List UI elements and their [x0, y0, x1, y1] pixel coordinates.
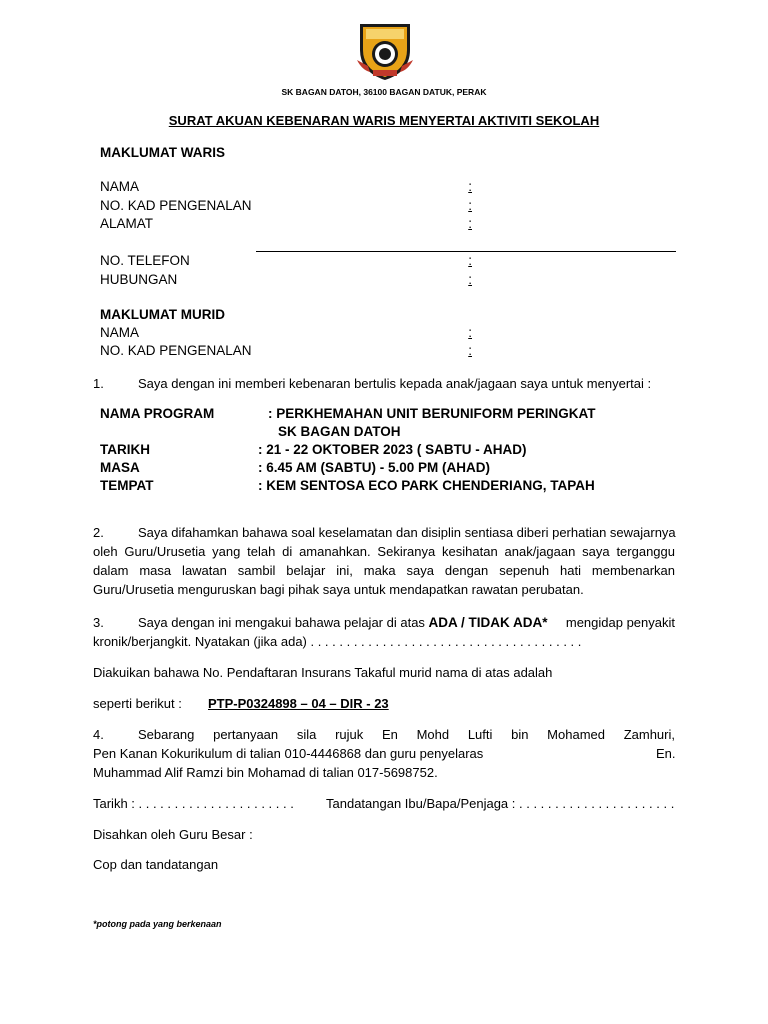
waris-heading: MAKLUMAT WARIS — [100, 145, 225, 160]
program-place-value: : KEM SENTOSA ECO PARK CHENDERIANG, TAPAH — [258, 478, 595, 493]
item2-line3: dalam masa lawatan sambil belajar ini, maka saya dengan sepenuh hati membenarkan — [93, 563, 675, 578]
murid-nama-label: NAMA — [100, 325, 140, 340]
waris-alamat-label: ALAMAT — [100, 216, 154, 231]
waris-ic-label: NO. KAD PENGENALAN — [100, 198, 252, 213]
tarikh-field: Tarikh : . . . . . . . . . . . . . . . . . . . . . . — [93, 796, 294, 811]
program-place-label: TEMPAT — [100, 478, 154, 493]
item4-line3: Muhammad Alif Ramzi bin Mohamad di talian 017-5698752. — [93, 765, 438, 780]
document-title: SURAT AKUAN KEBENARAN WARIS MENYERTAI AKTIVITI SEKOLAH — [168, 113, 600, 128]
program-name-value: : PERKHEMAHAN UNIT BERUNIFORM PERINGKAT — [268, 406, 596, 421]
murid-heading: MAKLUMAT MURID — [100, 307, 225, 322]
waris-nama-label: NAMA — [100, 179, 140, 194]
waris-telefon-colon: : — [468, 253, 472, 268]
footnote: *potong pada yang berkenaan — [93, 919, 222, 929]
item2-line4: Guru/Urusetia menguruskan bagi pihak saya untuk mendapatkan rawatan perubatan. — [93, 582, 584, 597]
program-name-label: NAMA PROGRAM — [100, 406, 215, 421]
item2-number: 2. — [93, 525, 104, 540]
insurans-line1: Diakuikan bahawa No. Pendaftaran Insurans Takaful murid nama di atas adalah — [93, 665, 553, 680]
waris-alamat-colon: : — [468, 216, 472, 231]
item1-number: 1. — [93, 376, 104, 391]
item3-ada-tidak-ada: ADA / TIDAK ADA* — [428, 615, 548, 630]
item2-line1: Saya difahamkan bahawa soal keselamatan dan disiplin sentiasa diberi perhatian sewajarnya — [138, 525, 676, 540]
program-time-label: MASA — [100, 460, 140, 475]
school-logo — [356, 20, 414, 82]
program-name-value-cont: SK BAGAN DATOH — [278, 424, 401, 439]
item3-pre: Saya dengan ini mengakui bahawa pelajar di atas — [138, 615, 429, 630]
program-date-label: TARIKH — [100, 442, 150, 457]
item2-line2: oleh Guru/Urusetia yang telah di amanahkan. Sekiranya kesihatan anak/jagaan saya terganggu — [93, 544, 675, 559]
item4-line2a: Pen Kanan Kokurikulum di talian 010-4446868 dan guru penyelaras — [93, 746, 484, 761]
waris-telefon-label: NO. TELEFON — [100, 253, 190, 268]
murid-nama-colon: : — [468, 325, 472, 340]
school-address: SK BAGAN DATOH, 36100 BAGAN DATUK, PERAK — [281, 87, 487, 97]
headmaster-approval: Disahkan oleh Guru Besar : — [93, 827, 253, 842]
item3-post: mengidap penyakit — [565, 615, 675, 630]
murid-ic-colon: : — [468, 343, 472, 358]
item3-number: 3. — [93, 615, 104, 630]
waris-hubungan-colon: : — [468, 272, 472, 287]
signature-field: Tandatangan Ibu/Bapa/Penjaga : . . . . . . . . . . . . . . . . . . . . . . — [326, 796, 675, 811]
waris-hubungan-label: HUBUNGAN — [100, 272, 178, 287]
insurans-number: PTP-P0324898 – 04 – DIR - 23 — [208, 696, 389, 711]
stamp-signature: Cop dan tandatangan — [93, 857, 219, 872]
item4-line1: Sebarang pertanyaan sila rujuk En Mohd Lufti bin Mohamed Zamhuri, — [138, 727, 675, 742]
insurans-label: seperti berikut : — [93, 696, 182, 711]
program-time-value: : 6.45 AM (SABTU) - 5.00 PM (AHAD) — [258, 460, 491, 475]
alamat-line — [256, 251, 676, 252]
item4-number: 4. — [93, 727, 104, 742]
program-date-value: : 21 - 22 OKTOBER 2023 ( SABTU - AHAD) — [258, 442, 527, 457]
murid-ic-label: NO. KAD PENGENALAN — [100, 343, 252, 358]
item1-text: Saya dengan ini memberi kebenaran bertulis kepada anak/jagaan saya untuk menyertai : — [138, 376, 652, 391]
waris-ic-colon: : — [468, 198, 472, 213]
item3-line2: kronik/berjangkit. Nyatakan (jika ada) . . . . . . . . . . . . . . . . . . . . . . . . . . . . . . . . . . . . . . — [93, 634, 582, 649]
item4-line2b: En. — [656, 746, 676, 761]
waris-nama-colon: : — [468, 179, 472, 194]
item3-line1 — [138, 615, 675, 630]
